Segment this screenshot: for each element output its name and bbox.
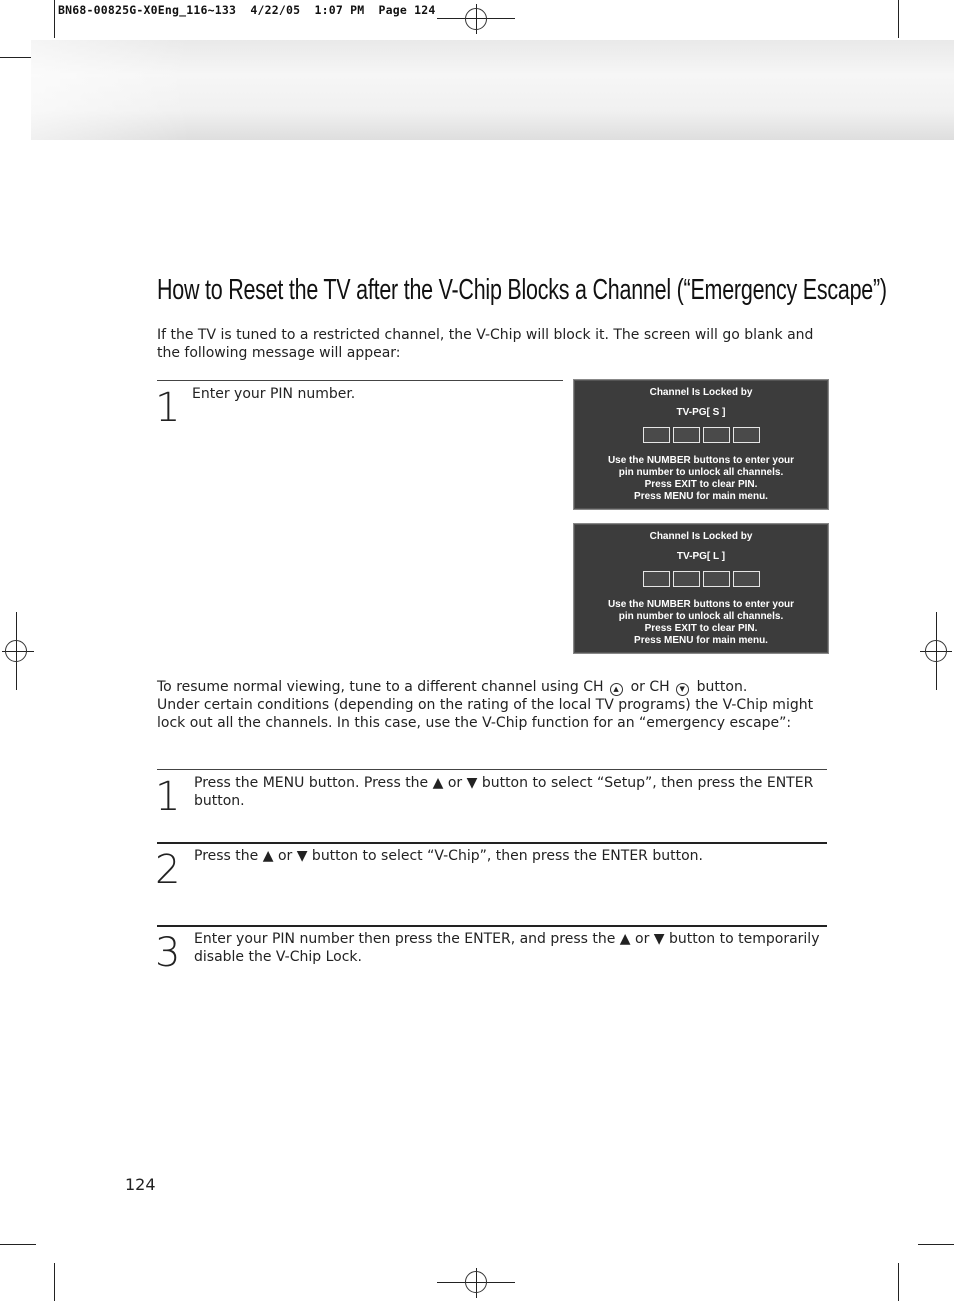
pin-digit-box [643,571,670,587]
crop-mark [0,1244,36,1245]
resume-line-1 [157,678,822,696]
pin-digit-box [703,571,730,587]
osd-instruction-line: pin number to unlock all channels. [618,611,784,622]
page-title: How to Reset the TV after the V-Chip Blocks a Channel (“Emergency Escape”) [157,274,887,306]
osd-instruction-line: Press EXIT to clear PIN. [644,479,758,490]
header-band-highlight [31,40,191,140]
osd-locked-screen [574,524,828,653]
print-slug: BN68-00825G-X0Eng_116~133 4/22/05 1:07 PM Page 124 [58,3,436,17]
osd-rating: TV-PG[ S ] [676,407,726,418]
osd-instruction-line: Press EXIT to clear PIN. [644,623,758,634]
chevron-up-circle-icon: ▲ [610,683,623,696]
registration-mark-icon [5,640,27,662]
osd-instruction-line: Use the NUMBER buttons to enter your [607,599,795,610]
osd-instructions [575,455,827,503]
osd-heading: Channel Is Locked by [649,531,753,542]
crop-mark [918,1244,954,1245]
registration-mark-icon [925,640,947,662]
step-divider [157,380,563,381]
step-number: 1 [155,774,181,820]
pin-entry-boxes [575,571,827,587]
pin-digit-box [733,427,760,443]
resume-line-2: Under certain conditions (depending on the rating of the local TV programs) the V-Chip might lock out all the channels. In this case, use the V-Chip function for an “emergency escape”: [157,697,814,731]
step-number: 2 [155,847,181,893]
registration-mark-icon [465,1271,487,1293]
pin-entry-boxes [575,427,827,443]
osd-instruction-line: Press MENU for main menu. [634,635,768,646]
pin-digit-box [673,571,700,587]
osd-heading: Channel Is Locked by [649,387,753,398]
resume-or-text: or CH [630,679,670,695]
crop-mark [54,1263,55,1301]
step-text: Enter your PIN number. [192,386,356,402]
pin-digit-box [703,427,730,443]
page-number: 124 [125,1175,156,1194]
step-text: Press the MENU button. Press the ▲ or ▼ button to select “Setup”, then press the ENTER button. [194,775,814,809]
step-text: Press the ▲ or ▼ button to select “V-Chip”, then press the ENTER button. [194,848,703,864]
step-divider [157,842,827,844]
resume-paragraph [157,678,822,732]
osd-rating: TV-PG[ L ] [676,551,726,562]
osd-locked-screen [574,380,828,509]
osd-instructions [575,599,827,647]
chevron-down-circle-icon: ▼ [676,683,689,696]
osd-instruction-line: Use the NUMBER buttons to enter your [607,455,795,466]
pin-digit-box [673,427,700,443]
step-divider [157,769,827,770]
intro-paragraph: If the TV is tuned to a restricted channel, the V-Chip will block it. The screen will go blank and the following message will appear: [157,327,814,361]
crop-mark [898,0,899,38]
step-text: Enter your PIN number then press the ENTER, and press the ▲ or ▼ button to temporarily disable the V-Chip Lock. [194,931,820,965]
resume-end-text: button. [696,679,748,695]
resume-text: To resume normal viewing, tune to a different channel using CH [157,679,604,695]
step-divider [157,925,827,927]
step-number: 1 [155,385,181,431]
registration-mark-icon [465,8,487,30]
step-number: 3 [155,930,181,976]
pin-digit-box [643,427,670,443]
osd-instruction-line: pin number to unlock all channels. [618,467,784,478]
crop-mark [54,0,55,38]
osd-instruction-line: Press MENU for main menu. [634,491,768,502]
crop-mark [898,1263,899,1301]
pin-digit-box [733,571,760,587]
